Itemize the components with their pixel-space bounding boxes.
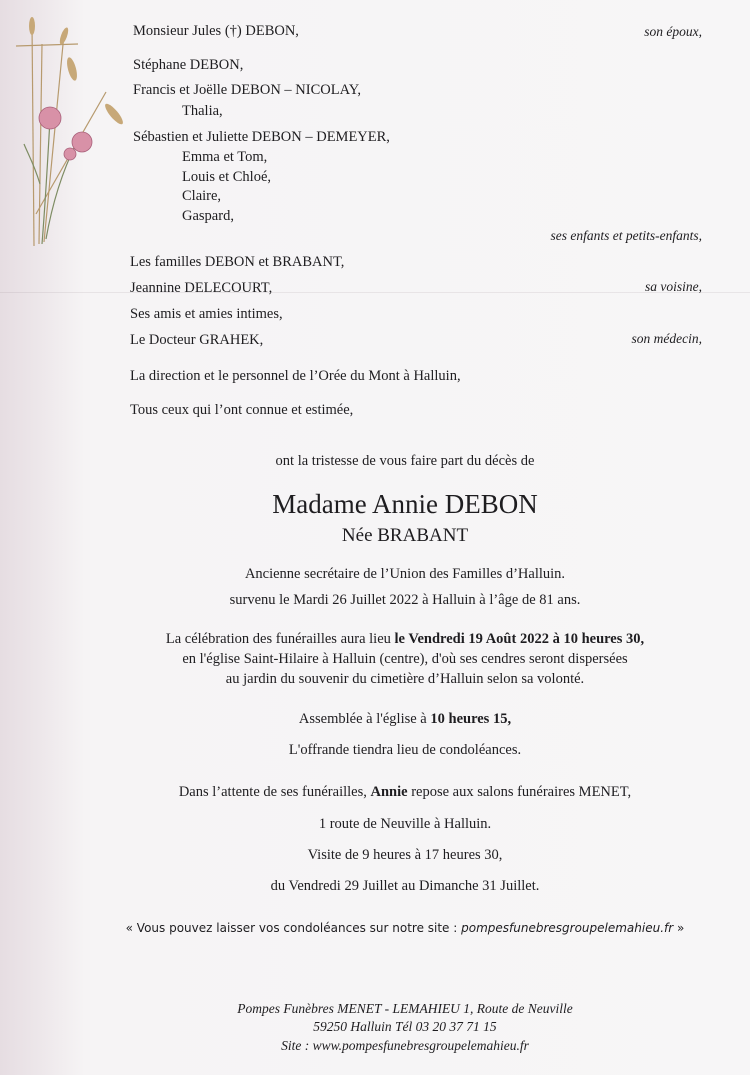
- funeral-intro: La célébration des funérailles aura lieu: [165, 631, 395, 647]
- grandchild-name: Thalia,: [182, 103, 223, 119]
- offering-line: L'offrande tiendra lieu de condoléances.: [288, 742, 522, 758]
- funeral-home-site[interactable]: Site : www.pompesfunebresgroupelemahieu.fr: [281, 1038, 529, 1053]
- neighbor-role: sa voisine,: [645, 279, 702, 294]
- child-name: Stéphane DEBON,: [133, 57, 244, 73]
- funeral-date-line: [80, 630, 730, 648]
- friends-line: Ses amis et amies intimes,: [130, 306, 283, 322]
- funeral-home-name: Pompes Funèbres MENET - LEMAHIEU 1, Route de Neuville: [237, 1001, 573, 1016]
- families-line: Les familles DEBON et BRABANT,: [130, 254, 345, 270]
- assembly-intro: Assemblée à l'église à: [298, 711, 431, 727]
- condolences-close: »: [673, 921, 685, 935]
- neighbor-name: Jeannine DELECOURT,: [130, 280, 273, 296]
- visitation-place: repose aux salons funéraires MENET,: [407, 784, 632, 800]
- husband-name: Monsieur Jules (†) DEBON,: [133, 23, 299, 39]
- children-role: ses enfants et petits-enfants,: [550, 228, 702, 243]
- funeral-garden-line: au jardin du souvenir du cimetière d’Halluin selon sa volonté.: [225, 671, 585, 687]
- deceased-name: Madame Annie DEBON: [272, 489, 538, 519]
- condolences-line: [80, 919, 730, 937]
- doctor-role: son médecin,: [631, 331, 702, 346]
- assembly-time: 10 heures 15,: [430, 711, 512, 727]
- assembly-line: [80, 710, 730, 728]
- visitation-hours: Visite de 9 heures à 17 heures 30,: [307, 847, 503, 863]
- grandchild-name: Emma et Tom,: [182, 149, 268, 165]
- announcement-intro: ont la tristesse de vous faire part du décès de: [275, 453, 535, 469]
- grandchild-name: Gaspard,: [182, 208, 234, 224]
- funeral-home-address: 59250 Halluin Tél 03 20 37 71 15: [313, 1019, 497, 1034]
- acquaintances-line: Tous ceux qui l’ont connue et estimée,: [130, 402, 354, 418]
- child-name: Francis et Joëlle DEBON – NICOLAY,: [133, 82, 361, 98]
- visitation-line: [80, 783, 730, 801]
- condolences-site-link[interactable]: pompesfunebresgroupelemahieu.fr: [461, 921, 674, 935]
- husband-role: son époux,: [644, 24, 702, 39]
- wheat-flower-illustration: [6, 14, 126, 254]
- funeral-church-line: en l'église Saint-Hilaire à Halluin (centre), d'où ses cendres seront dispersées: [182, 651, 628, 667]
- death-line: survenu le Mardi 26 Juillet 2022 à Halluin à l’âge de 81 ans.: [229, 592, 581, 608]
- condolences-intro: « Vous pouvez laisser vos condoléances sur notre site :: [125, 921, 462, 935]
- grandchild-name: Louis et Chloé,: [182, 169, 272, 185]
- child-name: Sébastien et Juliette DEBON – DEMEYER,: [133, 129, 390, 145]
- doctor-name: Le Docteur GRAHEK,: [130, 332, 264, 348]
- visitation-address: 1 route de Neuville à Halluin.: [318, 816, 492, 832]
- deceased-first-name: Annie: [370, 784, 408, 800]
- funeral-date: le Vendredi 19 Août 2022 à 10 heures 30,: [394, 631, 645, 647]
- visitation-dates: du Vendredi 29 Juillet au Dimanche 31 Juillet.: [270, 878, 540, 894]
- visitation-intro: Dans l’attente de ses funérailles,: [178, 784, 371, 800]
- direction-line: La direction et le personnel de l’Orée du Mont à Halluin,: [130, 368, 461, 384]
- maiden-name: Née BRABANT: [341, 525, 469, 546]
- grandchild-name: Claire,: [182, 188, 222, 204]
- occupation-line: Ancienne secrétaire de l’Union des Familles d’Halluin.: [244, 566, 566, 582]
